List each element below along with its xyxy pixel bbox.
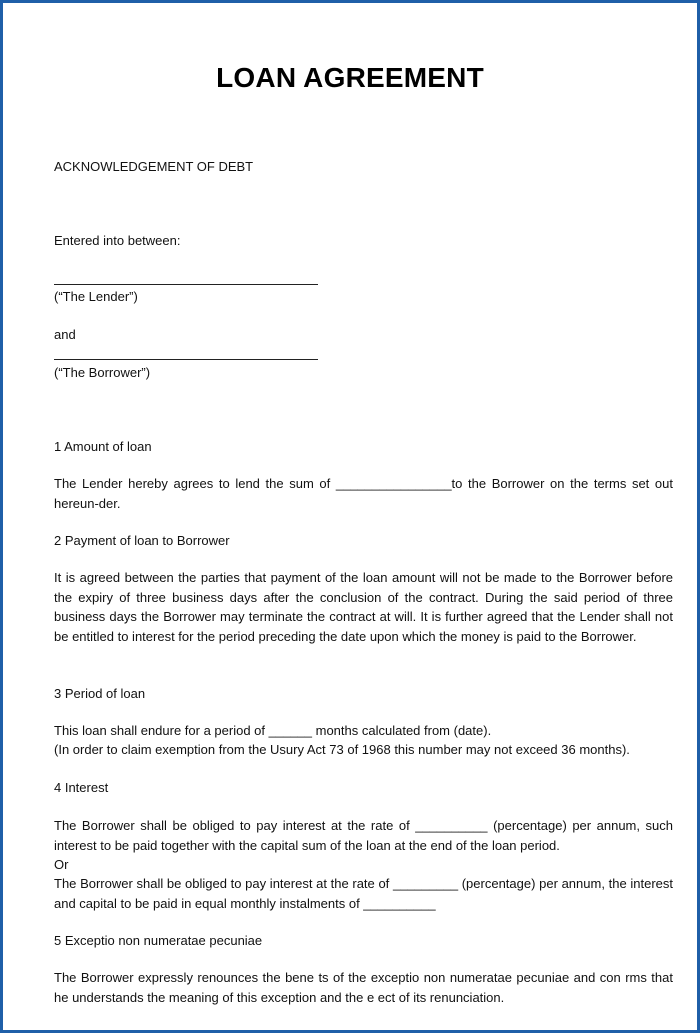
and-text: and bbox=[54, 327, 76, 342]
section-3-line-1: This loan shall endure for a period of ______ months calculated from (date). bbox=[54, 723, 492, 738]
section-5-body: The Borrower expressly renounces the bene ts of the exceptio non numeratae pecuniae and con rms that he understands the meaning of this exception and the e ect of its renunciation. bbox=[54, 970, 673, 1005]
section-5-heading: 5 Exceptio non numeratae pecuniae bbox=[54, 933, 263, 948]
document-subtitle: ACKNOWLEDGEMENT OF DEBT bbox=[54, 159, 254, 174]
section-4-body-1: The Borrower shall be obliged to pay interest at the rate of __________ (percentage) per annum, such interest to be paid together with the capital sum of the loan at the end of the loan period. bbox=[54, 818, 673, 853]
section-3-heading: 3 Period of loan bbox=[54, 686, 146, 701]
section-4-heading: 4 Interest bbox=[54, 780, 109, 795]
section-4-body-2: The Borrower shall be obliged to pay interest at the rate of _________ (percentage) per annum, the interest and capital to be paid in equal monthly instalments of __________ bbox=[54, 876, 673, 911]
section-3-line-2: (In order to claim exemption from the Usury Act 73 of 1968 this number may not exceed 36 months). bbox=[54, 742, 630, 757]
section-2-body: It is agreed between the parties that payment of the loan amount will not be made to the Borrower before the expiry of three business days after the conclusion of the contract. During the said period of three business days the Borrower may terminate the contract at will. It is further agreed that the Lender shall not be entitled to interest for the period preceding the date upon which the money is paid to the Borrower. bbox=[54, 570, 673, 644]
section-4-or-text: Or bbox=[54, 857, 69, 872]
entered-into-text: Entered into between: bbox=[54, 233, 181, 248]
section-1-heading: 1 Amount of loan bbox=[54, 439, 152, 454]
section-2-heading: 2 Payment of loan to Borrower bbox=[54, 533, 230, 548]
document-title: LOAN AGREEMENT bbox=[216, 62, 484, 93]
borrower-label: (“The Borrower”) bbox=[54, 365, 151, 380]
section-1-body: The Lender hereby agrees to lend the sum of ________________to the Borrower on the terms set out hereun-der. bbox=[54, 476, 673, 511]
lender-label: (“The Lender”) bbox=[54, 289, 138, 304]
